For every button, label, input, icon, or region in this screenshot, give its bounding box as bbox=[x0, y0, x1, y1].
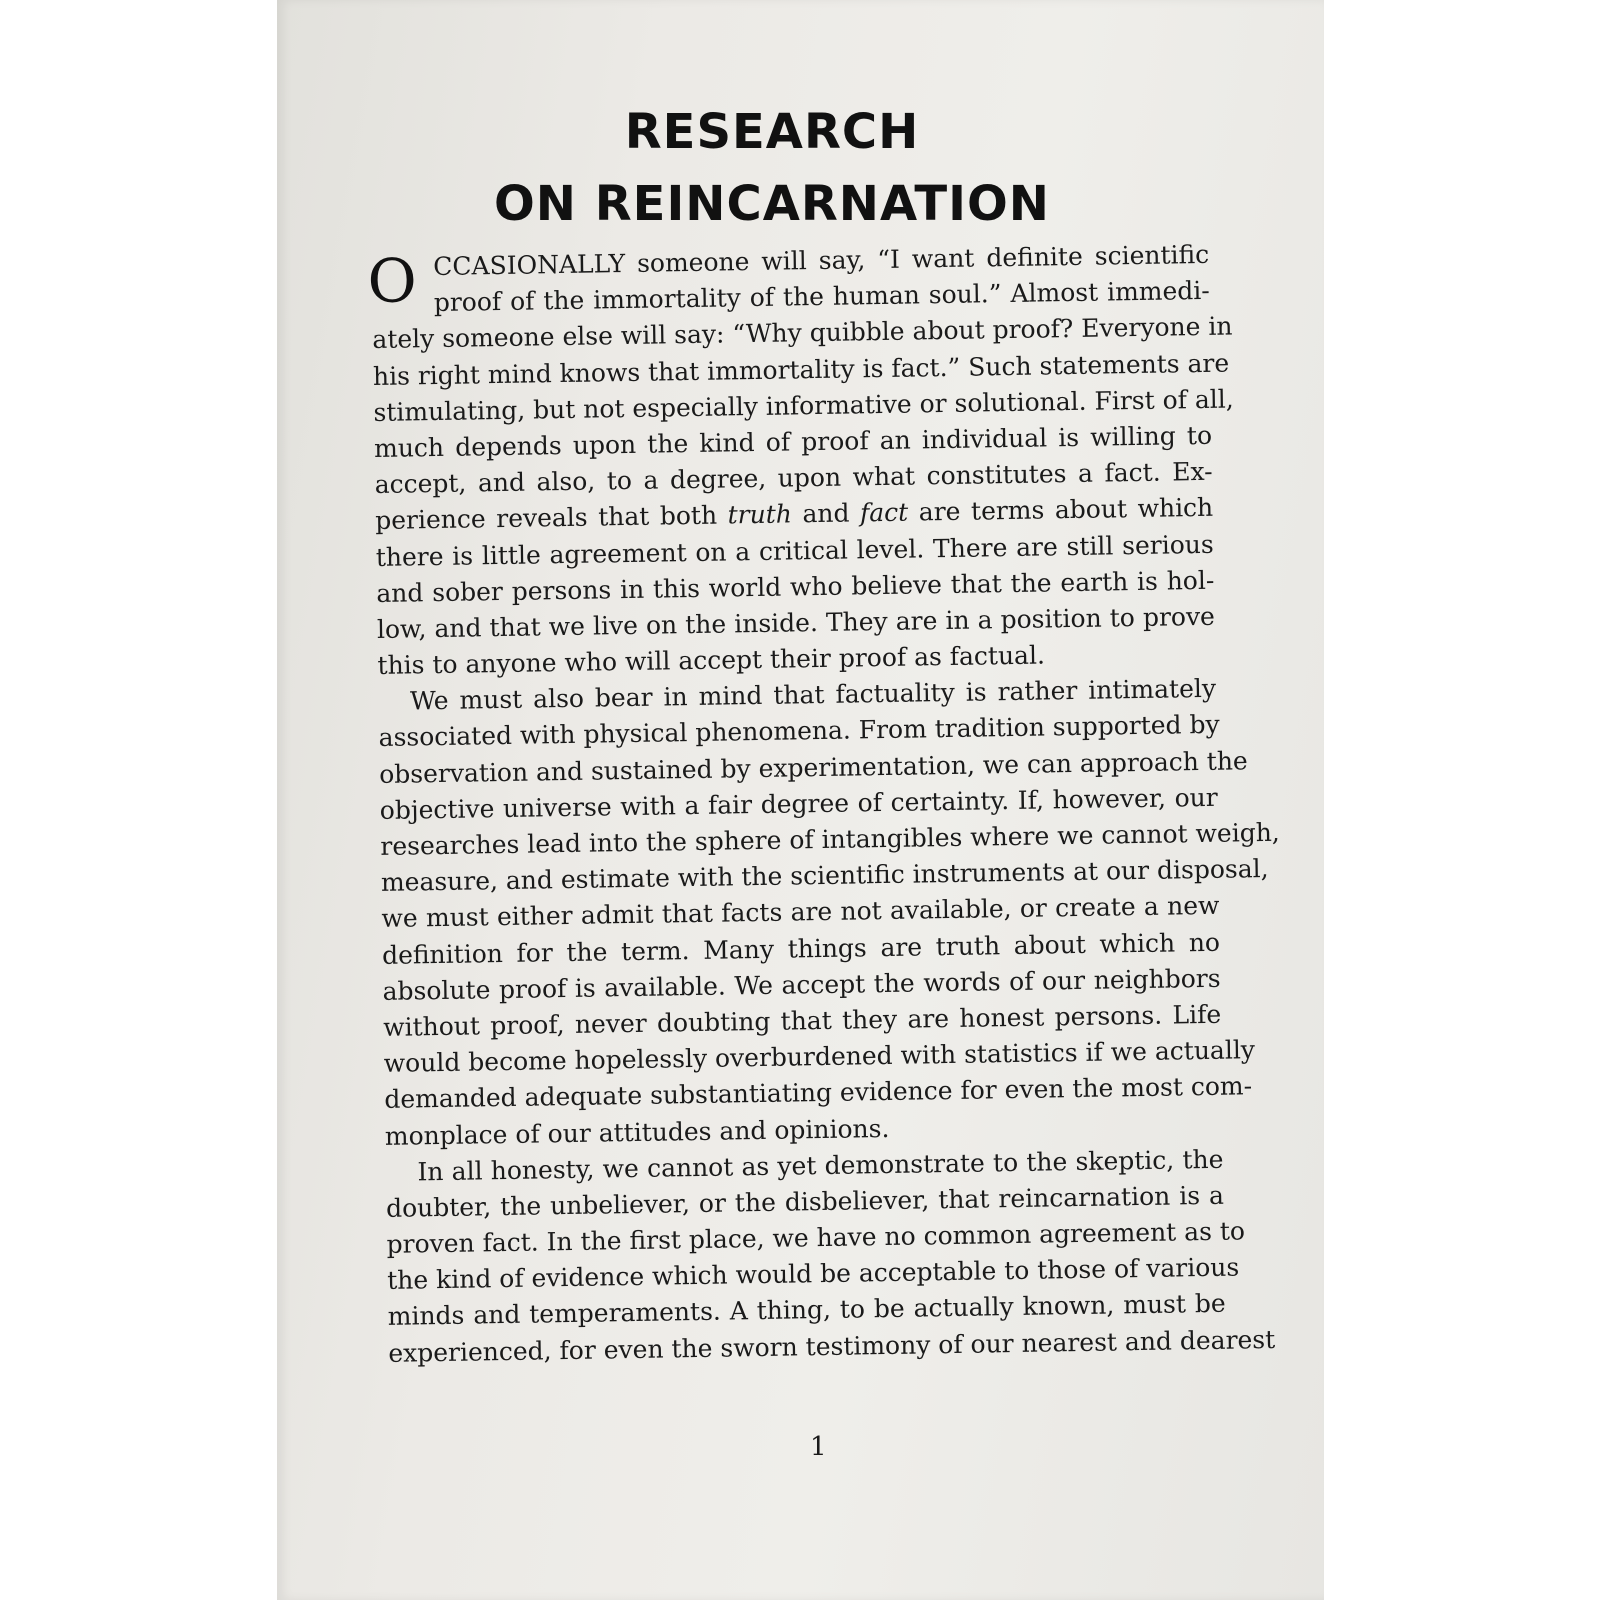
drop-cap: O bbox=[366, 246, 418, 318]
text-line: associated with physical phenomena. From tradition supported by bbox=[378, 710, 1220, 753]
body-text bbox=[366, 236, 1289, 1372]
text-line: proof of the immortality of the human soul.” Almost immedi- bbox=[433, 276, 1210, 318]
text-line: would become hopelessly overburdened with statistics if we actually bbox=[383, 1035, 1256, 1079]
text-line: experienced, for even the sworn testimony of our nearest and dearest bbox=[388, 1324, 1276, 1368]
text-line: definition for the term. Many things are truth about which no bbox=[381, 927, 1221, 970]
text-line: accept, and also, to a degree, upon what constitutes a fact. Ex- bbox=[374, 456, 1213, 500]
text-line: measure, and estimate with the scientific instruments at our disposal, bbox=[380, 854, 1269, 898]
text-line: doubter, the unbeliever, or the disbeliever, that reincarnation is a bbox=[385, 1180, 1225, 1223]
text-line: ately someone else will say: “Why quibble about proof? Everyone in bbox=[372, 311, 1233, 355]
text-line: proven fact. In the first place, we have no common agreement as to bbox=[386, 1216, 1246, 1259]
text-line: there is little agreement on a critical level. There are still serious bbox=[375, 529, 1214, 572]
text-line: we must either admit that facts are not available, or create a new bbox=[381, 891, 1220, 934]
text-line: this to anyone who will accept their proof as factual. bbox=[377, 640, 1046, 681]
paragraph-3 bbox=[385, 1140, 1288, 1371]
text-line: minds and temperaments. A thing, to be actually known, must be bbox=[387, 1289, 1226, 1332]
chapter-title-line-1: RESEARCH bbox=[624, 104, 920, 160]
paragraph-1 bbox=[371, 236, 1278, 684]
page-number: 1 bbox=[810, 1432, 827, 1462]
text-line: In all honesty, we cannot as yet demonstrate to the skeptic, the bbox=[417, 1144, 1224, 1187]
text-line: without proof, never doubting that they are honest persons. Life bbox=[382, 999, 1222, 1042]
text-line: and sober persons in this world who believe that the earth is hol- bbox=[376, 565, 1215, 608]
paragraph-2 bbox=[378, 670, 1285, 1155]
text-line: stimulating, but not especially informative or solutional. First of all, bbox=[373, 384, 1234, 427]
text-line: perience reveals that both truth and fact are terms about which bbox=[375, 493, 1214, 536]
text-line: his right mind knows that immortality is fact.” Such statements are bbox=[372, 348, 1230, 391]
text-line: the kind of evidence which would be acceptable to those of various bbox=[386, 1252, 1240, 1296]
text-line: absolute proof is available. We accept the words of our neighbors bbox=[382, 963, 1221, 1006]
text-line: much depends upon the kind of proof an individual is willing to bbox=[373, 420, 1213, 463]
text-line: CCASIONALLY someone will say, “I want definite scientific bbox=[433, 239, 1210, 282]
text-line: We must also bear in mind that factuality is rather intimately bbox=[409, 674, 1217, 716]
text-line: monplace of our attitudes and opinions. bbox=[384, 1113, 890, 1151]
text-line: observation and sustained by experimentation, we can approach the bbox=[379, 745, 1248, 789]
text-line: researches lead into the sphere of intangibles where we cannot weigh, bbox=[380, 817, 1280, 861]
chapter-title-line-2: ON REINCARNATION bbox=[494, 176, 1050, 232]
text-line: low, and that we live on the inside. They are in a position to prove bbox=[376, 601, 1216, 644]
text-line: demanded adequate substantiating evidence for even the most com- bbox=[384, 1071, 1253, 1115]
text-line: objective universe with a fair degree of certainty. If, however, our bbox=[379, 782, 1218, 825]
